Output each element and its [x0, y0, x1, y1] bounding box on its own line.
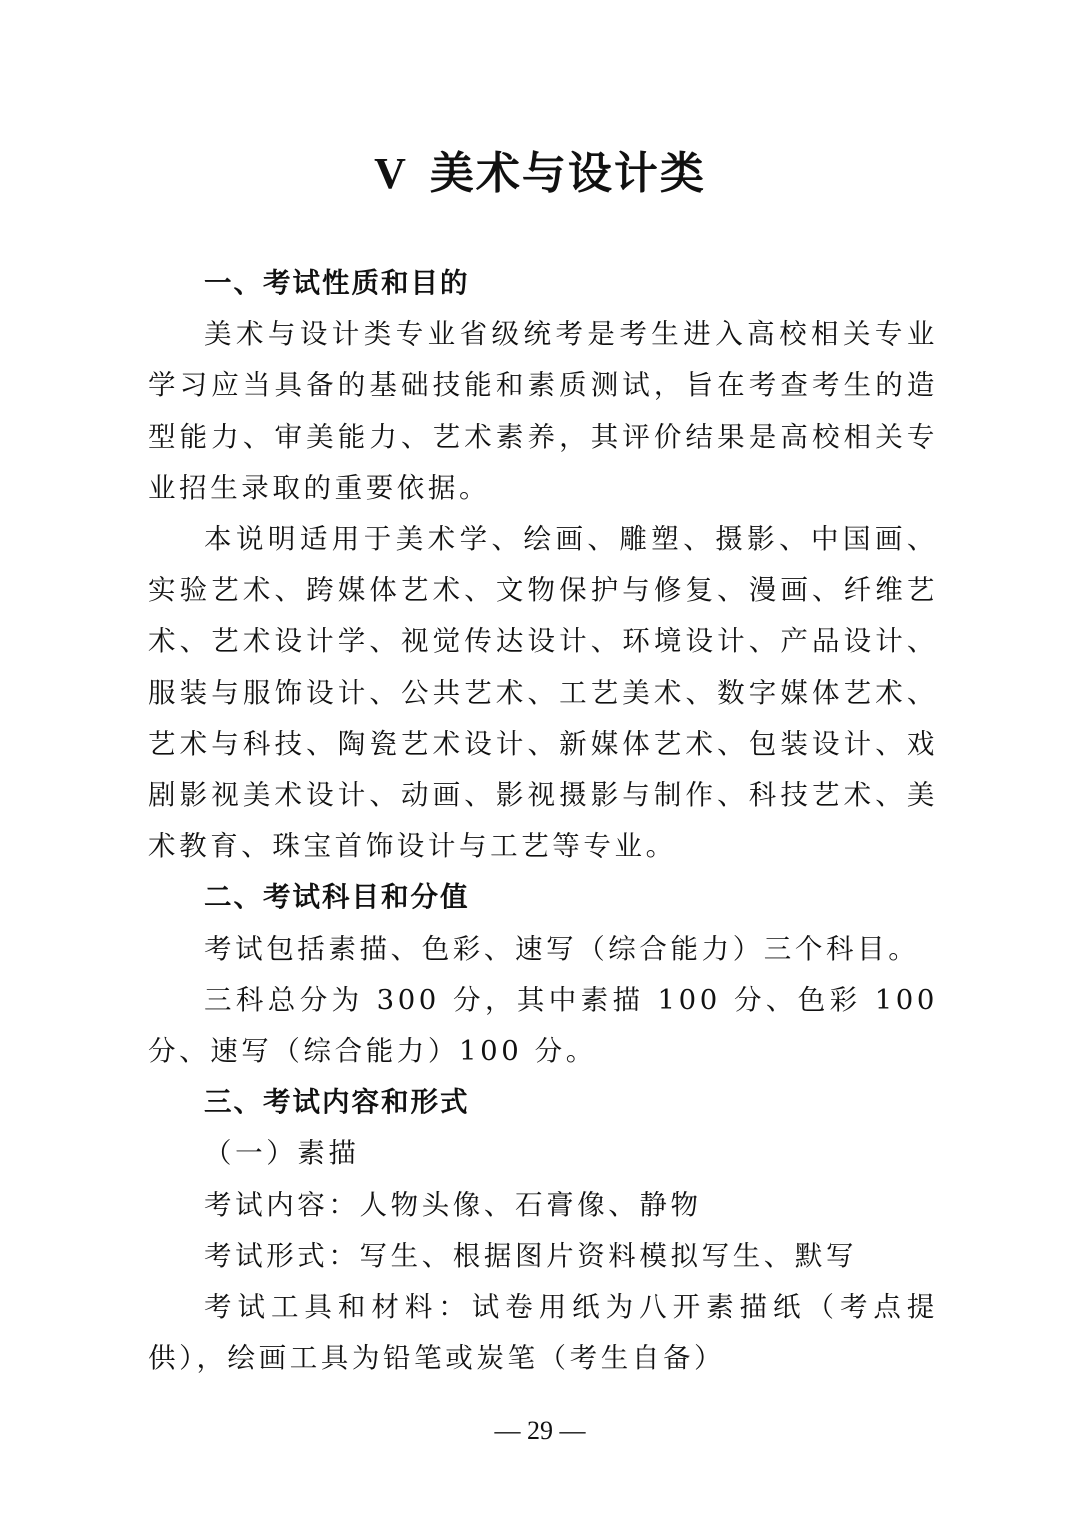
page-number: — 29 —	[494, 1416, 586, 1445]
title-roman-numeral: V	[374, 149, 408, 198]
section-heading-2: 二、考试科目和分值	[204, 881, 470, 914]
title-text: 美术与设计类	[429, 148, 706, 199]
paragraph-subjects: 考试包括素描、色彩、速写（综合能力）三个科目。	[204, 932, 920, 965]
paragraph-majors: 本说明适用于美术学、绘画、雕塑、摄影、中国画、实验艺术、跨媒体艺术、文物保护与修复、漫画、纤维艺术、艺术设计学、视觉传达设计、环境设计、产品设计、服装与服饰设计、公共艺术、工艺美术、数字媒体艺术、艺术与科技、陶瓷艺术设计、新媒体艺术、包装设计、戏剧影视美术设计、动画、影视摄影与制作、科技艺术、美术教育、珠宝首饰设计与工艺等专业。	[148, 523, 938, 863]
document-body	[148, 258, 938, 1384]
paragraph-purpose: 美术与设计类专业省级统考是考生进入高校相关专业学习应当具备的基础技能和素质测试，旨在考查考生的造型能力、审美能力、艺术素养，其评价结果是高校相关专业招生录取的重要依据。	[148, 318, 938, 504]
paragraph-exam-form: 考试形式：写生、根据图片资料模拟写生、默写	[204, 1239, 858, 1272]
paragraph-scores: 三科总分为 300 分，其中素描 100 分、色彩 100 分、速写（综合能力）100 分。	[148, 983, 938, 1068]
section-heading-3: 三、考试内容和形式	[204, 1086, 470, 1119]
section-heading-1: 一、考试性质和目的	[204, 267, 470, 299]
page-title	[0, 142, 1080, 206]
paragraph-exam-content: 考试内容：人物头像、石膏像、静物	[204, 1188, 702, 1221]
paragraph-exam-tools: 考试工具和材料：试卷用纸为八开素描纸（考点提供），绘画工具为铅笔或炭笔（考生自备）	[148, 1291, 938, 1375]
subsection-sketch: （一）素描	[204, 1137, 360, 1170]
